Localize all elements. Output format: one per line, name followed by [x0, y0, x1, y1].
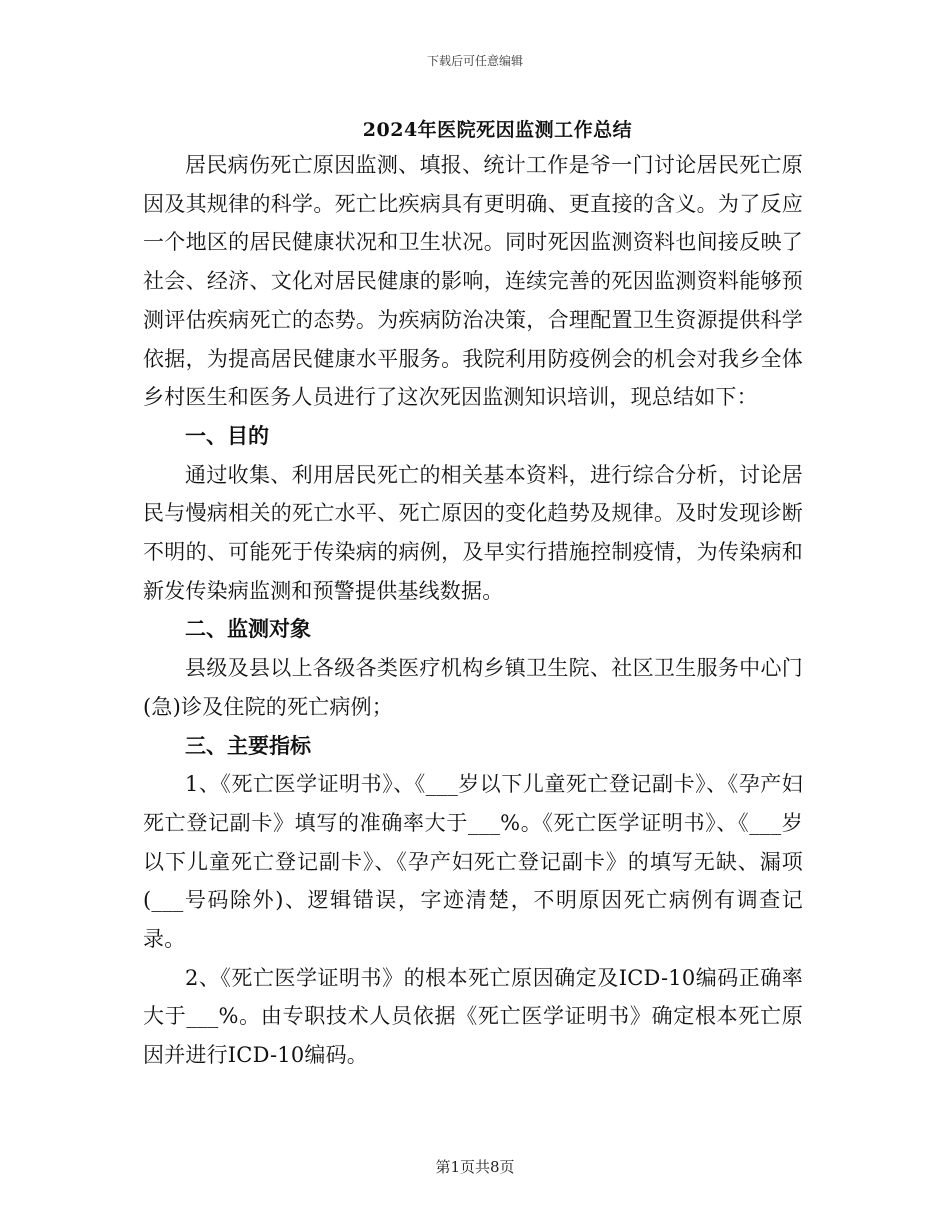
section-heading-indicators: 三、主要指标	[185, 732, 311, 758]
section-text-targets: 县级及县以上各级各类医疗机构乡镇卫生院、社区卫生服务中心门(急)诊及住院的死亡病例；	[143, 656, 803, 719]
indicator-item-1: 1、《死亡医学证明书》、《___岁以下儿童死亡登记副卡》、《孕产妇死亡登记副卡》填写的准确率大于___%。《死亡医学证明书》、《___岁以下儿童死亡登记副卡》、《孕产妇死亡登记副卡》的填写无缺、漏项(___号码除外)、逻辑错误，字迹清楚，不明原因死亡病例有调查记录。	[143, 772, 803, 952]
document-title: 2024年医院死因监测工作总结	[362, 119, 633, 141]
section-text-purpose: 通过收集、利用居民死亡的相关基本资料，进行综合分析，讨论居民与慢病相关的死亡水平、死亡原因的变化趋势及规律。及时发现诊断不明的、可能死于传染病的病例，及早实行措施控制疫情，为传染病和新发传染病监测和预警提供基线数据。	[143, 462, 803, 603]
section-heading-purpose: 一、目的	[185, 422, 269, 448]
indicator-item-2: 2、《死亡医学证明书》的根本死亡原因确定及ICD-10编码正确率大于___%。由专职技术人员依据《死亡医学证明书》确定根本死亡原因并进行ICD-10编码。	[143, 965, 803, 1068]
section-heading-targets: 二、监测对象	[185, 616, 311, 642]
intro-paragraph: 居民病伤死亡原因监测、填报、统计工作是爷一门讨论居民死亡原因及其规律的科学。死亡比疾病具有更明确、更直接的含义。为了反应一个地区的居民健康状况和卫生状况。同时死因监测资料也间接反映了社会、经济、文化对居民健康的影响，连续完善的死因监测资料能够预测评估疾病死亡的态势。为疾病防治决策，合理配置卫生资源提供科学依据，为提高居民健康水平服务。我院利用防疫例会的机会对我乡全体乡村医生和医务人员进行了这次死因监测知识培训，现总结如下：	[143, 153, 803, 410]
page-footer: 第1页共8页	[435, 1158, 515, 1176]
header-note: 下载后可任意编辑	[426, 54, 523, 68]
document-body	[143, 146, 803, 1075]
